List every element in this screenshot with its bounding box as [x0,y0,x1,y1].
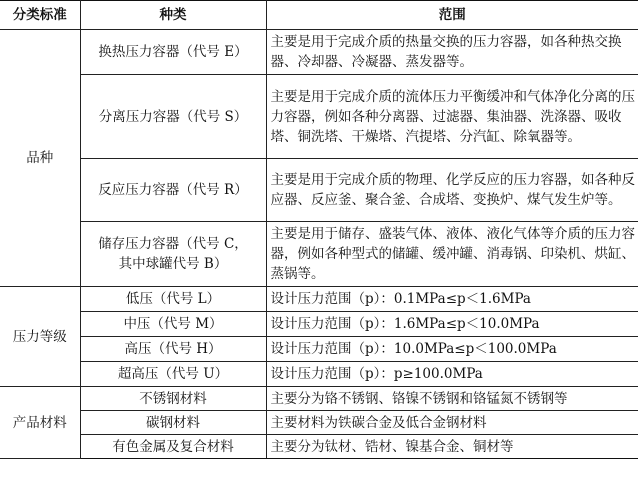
table-row [0,337,638,362]
kind-cell: 超高压（代号 U） [80,362,266,387]
range-cell: 设计压力范围（p）：0.1MPa≤p＜1.6MPa [266,287,638,312]
range-cell: 主要是用于完成介质的流体压力平衡缓冲和气体净化分离的压力容器，例如各种分离器、过滤器、集油器、洗涤器、吸收塔、铜洗塔、干燥塔、汽提塔、分汽缸、除氧器等。 [266,75,638,159]
table-row [0,435,638,459]
table-row [0,222,638,287]
table-row [0,411,638,435]
header-row [0,1,638,30]
kind-cell: 碳钢材料 [80,411,266,435]
kind-cell: 不锈钢材料 [80,387,266,411]
range-cell: 设计压力范围（p）：10.0MPa≤p＜100.0MPa [266,337,638,362]
kind-cell: 低压（代号 L） [80,287,266,312]
header-range: 范围 [266,1,638,30]
range-cell: 主要是用于储存、盛装气体、液体、液化气体等介质的压力容器，例如各种型式的储罐、缓冲罐、消毒锅、印染机、烘缸、蒸锅等。 [266,222,638,287]
kind-cell: 反应压力容器（代号 R） [80,159,266,222]
header-category: 分类标准 [0,1,80,30]
kind-cell: 中压（代号 M） [80,312,266,337]
kind-cell: 高压（代号 H） [80,337,266,362]
kind-cell: 分离压力容器（代号 S） [80,75,266,159]
range-cell: 主要是用于完成介质的物理、化学反应的压力容器，如各种反应器、反应釜、聚合釜、合成塔、变换炉、煤气发生炉等。 [266,159,638,222]
kind-cell: 有色金属及复合材料 [80,435,266,459]
table-row [0,30,638,75]
table-row [0,312,638,337]
range-cell: 主要分为铬不锈钢、铬镍不锈钢和铬锰氮不锈钢等 [266,387,638,411]
range-cell: 设计压力范围（p）：p≥100.0MPa [266,362,638,387]
range-cell: 主要分为钛材、锆材、镍基合金、铜材等 [266,435,638,459]
table-row [0,387,638,411]
kind-cell: 换热压力容器（代号 E） [80,30,266,75]
header-kind: 种类 [80,1,266,30]
category-pressure-level: 压力等级 [0,287,80,387]
range-cell: 设计压力范围（p）：1.6MPa≤p＜10.0MPa [266,312,638,337]
table-row [0,75,638,159]
table-row [0,287,638,312]
range-cell: 主要是用于完成介质的热量交换的压力容器，如各种热交换器、冷却器、冷凝器、蒸发器等。 [266,30,638,75]
category-product-material: 产品材料 [0,387,80,459]
table-row [0,362,638,387]
range-cell: 主要材料为铁碳合金及低合金钢材料 [266,411,638,435]
category-variety: 品种 [0,30,80,287]
table-row [0,159,638,222]
kind-cell: 储存压力容器（代号 C， 其中球罐代号 B） [80,222,266,287]
